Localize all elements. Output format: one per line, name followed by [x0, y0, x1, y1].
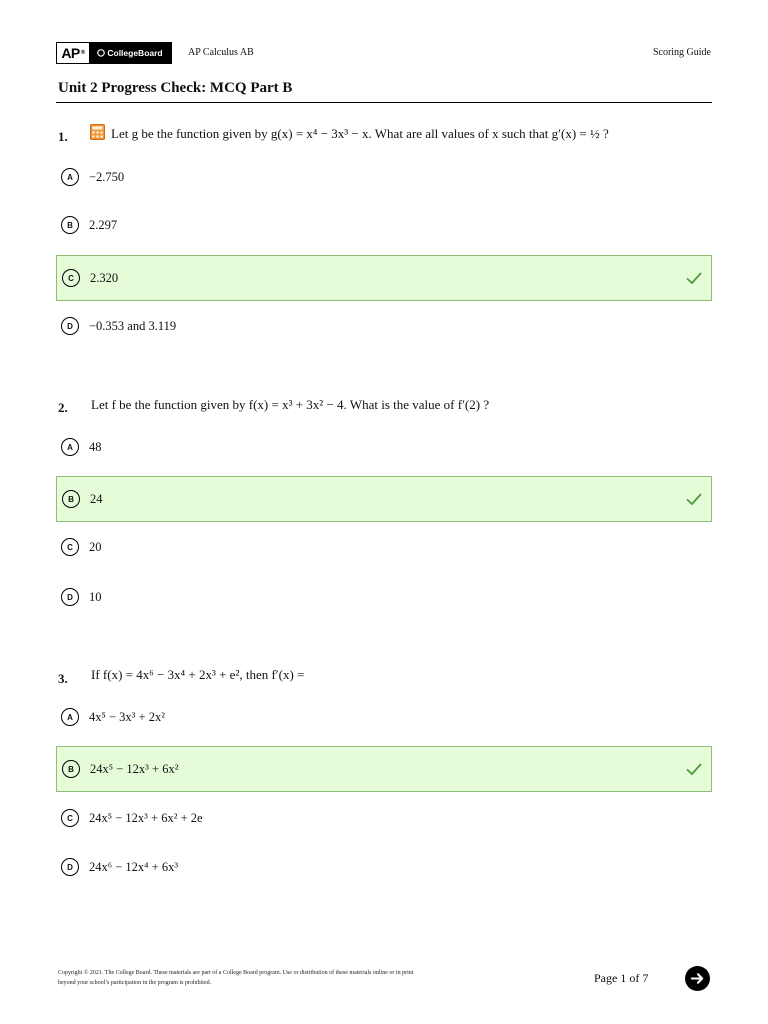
college-board-acorn-icon: [97, 49, 105, 57]
choice-text: 48: [89, 439, 102, 454]
question-2-number: 2.: [58, 400, 68, 415]
choice-letter-badge: C: [61, 538, 79, 556]
checkmark-icon: [685, 490, 703, 508]
question-2-choice-d[interactable]: [56, 574, 712, 620]
next-page-button[interactable]: [685, 966, 710, 991]
choice-letter-badge: D: [61, 858, 79, 876]
page-title: Unit 2 Progress Check: MCQ Part B: [58, 80, 293, 96]
question-1-choice-b[interactable]: [56, 202, 712, 248]
choice-text: 20: [89, 539, 102, 554]
choice-text: 24x⁶ − 12x⁴ + 6x³: [89, 859, 179, 874]
question-1-text: Let g be the function given by g(x) = x⁴ − 3x³ − x. What are all values of x such that g′(x) = ½ ?: [111, 126, 609, 141]
choice-text: 4x⁵ − 3x³ + 2x²: [89, 709, 165, 724]
choice-text: 24: [90, 491, 103, 506]
choice-letter-badge: C: [62, 269, 80, 287]
checkmark-icon: [685, 760, 703, 778]
choice-letter-badge: D: [61, 588, 79, 606]
choice-letter-badge: A: [61, 708, 79, 726]
checkmark-icon: [685, 269, 703, 287]
question-2-choice-c[interactable]: [56, 524, 712, 570]
choice-text: 24x⁵ − 12x³ + 6x² + 2e: [89, 810, 203, 825]
choice-text: 10: [89, 589, 102, 604]
question-3-choice-c[interactable]: [56, 795, 712, 841]
question-3-choice-b[interactable]: [56, 746, 712, 792]
question-2-text: Let f be the function given by f(x) = x³ + 3x² − 4. What is the value of f′(2) ?: [91, 397, 490, 412]
question-1-number: 1.: [58, 129, 68, 144]
choice-text: 2.320: [90, 270, 119, 285]
logo-ap-text: AP: [61, 45, 80, 61]
calculator-icon: [90, 124, 105, 140]
course-name: AP Calculus AB: [188, 47, 254, 58]
choice-letter-badge: B: [61, 216, 79, 234]
copyright-line-1: Copyright © 2021. The College Board. These materials are part of a College Board program. Use or distribution of these materials online or in print: [58, 970, 414, 976]
choice-text: −0.353 and 3.119: [89, 318, 177, 333]
choice-letter-badge: D: [61, 317, 79, 335]
ap-college-board-logo: AP ® CollegeBoard: [56, 42, 172, 64]
copyright-notice: [58, 968, 478, 988]
copyright-line-2: beyond your school’s participation in the program is prohibited.: [58, 980, 212, 986]
logo-cb-text: CollegeBoard: [107, 48, 163, 58]
choice-text: −2.750: [89, 169, 125, 184]
question-2-choice-a[interactable]: [56, 424, 712, 470]
question-3-text: If f(x) = 4x⁶ − 3x⁴ + 2x³ + e², then f′(x) =: [91, 667, 305, 682]
question-2-choice-b[interactable]: [56, 476, 712, 522]
title-divider: [56, 102, 712, 103]
arrow-right-icon: [690, 971, 705, 986]
question-1-choice-d[interactable]: [56, 303, 712, 349]
scoring-guide-label: Scoring Guide: [652, 47, 711, 58]
choice-letter-badge: A: [61, 168, 79, 186]
choice-letter-badge: B: [62, 490, 80, 508]
choice-letter-badge: B: [62, 760, 80, 778]
question-3-number: 3.: [58, 671, 68, 686]
choice-text: 2.297: [89, 217, 118, 232]
choice-letter-badge: A: [61, 438, 79, 456]
question-3-choice-d[interactable]: [56, 844, 712, 890]
choice-letter-badge: C: [61, 809, 79, 827]
choice-text: 24x⁵ − 12x³ + 6x²: [90, 761, 179, 776]
question-1-choice-a[interactable]: [56, 154, 712, 200]
question-1-choice-c[interactable]: [56, 255, 712, 301]
page-indicator: Page 1 of 7: [594, 971, 649, 985]
question-3-choice-a[interactable]: [56, 694, 712, 740]
